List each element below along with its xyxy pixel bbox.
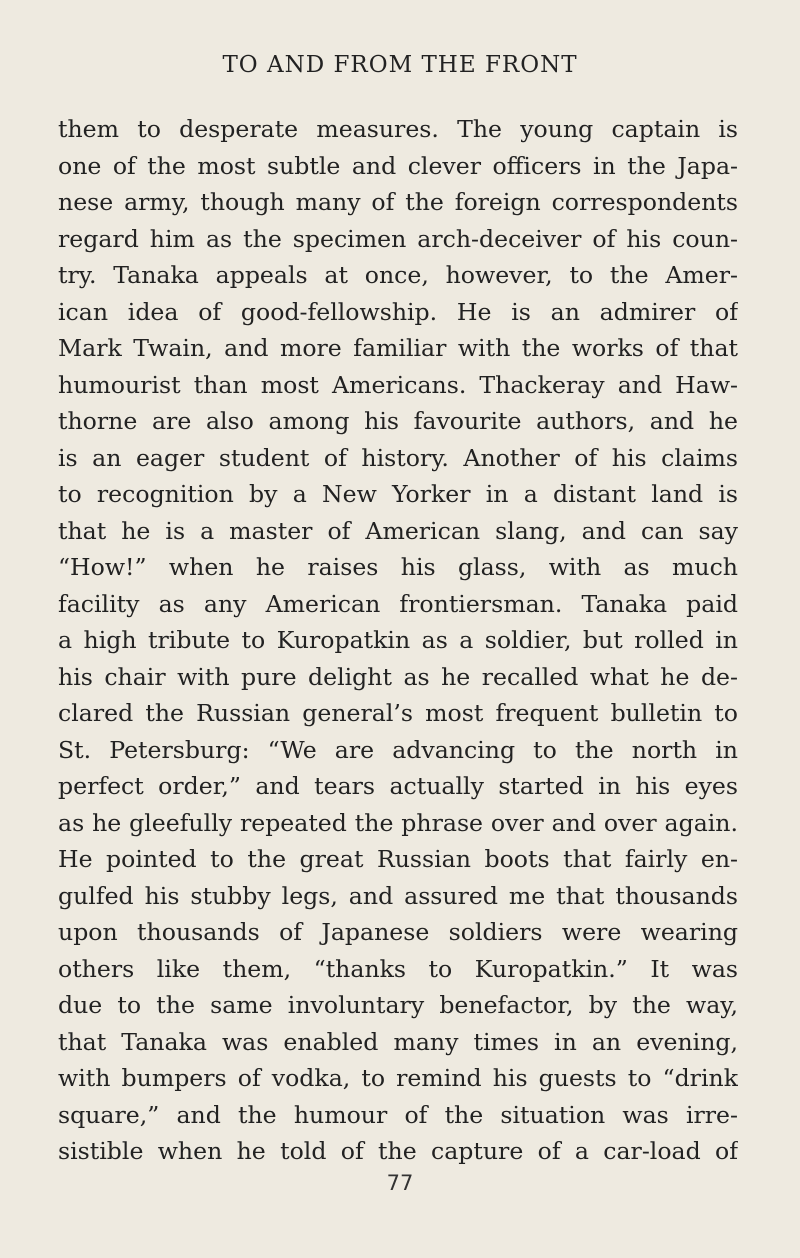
text-line: clared the Russian general’s most frequent bulletin to — [58, 699, 738, 727]
text-line: is an eager student of history. Another of his claims — [58, 443, 738, 472]
text-line: regard him as the specimen arch-deceiver of his coun- — [58, 224, 738, 253]
text-line: upon thousands of Japanese soldiers were wearing — [58, 918, 738, 946]
text-line: that Tanaka was enabled many times in an evening, — [58, 1027, 738, 1056]
body-text — [58, 111, 738, 1170]
text-line: thorne are also among his favourite authors, and he — [58, 407, 738, 435]
text-line: sistible when he told of the capture of a car-load of — [58, 1137, 738, 1165]
text-line: “How!” when he raises his glass, with as much — [58, 553, 738, 581]
running-head: TO AND FROM THE FRONT — [222, 52, 578, 78]
text-line: He pointed to the great Russian boots that fairly en- — [58, 845, 738, 873]
text-line: square,” and the humour of the situation was irre- — [58, 1100, 738, 1129]
text-line: one of the most subtle and clever officers in the Japa- — [58, 151, 738, 180]
text-line: Mark Twain, and more familiar with the works of that — [58, 334, 738, 362]
text-line: his chair with pure delight as he recalled what he de- — [58, 662, 738, 691]
text-line: ican idea of good-fellowship. He is an admirer of — [58, 297, 738, 326]
text-line: to recognition by a New Yorker in a distant land is — [58, 480, 738, 508]
text-line: St. Petersburg: “We are advancing to the north in — [58, 735, 738, 764]
text-line: due to the same involuntary benefactor, by the way, — [58, 991, 738, 1019]
text-line: others like them, “thanks to Kuropatkin.” It was — [58, 954, 738, 983]
text-line: try. Tanaka appeals at once, however, to the Amer- — [58, 261, 738, 289]
text-line: perfect order,” and tears actually started in his eyes — [58, 772, 738, 800]
text-line: humourist than most Americans. Thackeray and Haw- — [58, 370, 738, 399]
text-line: nese army, though many of the foreign correspondents — [58, 188, 738, 216]
text-line: them to desperate measures. The young captain is — [58, 115, 738, 143]
text-line: as he gleefully repeated the phrase over and over again. — [58, 808, 738, 837]
text-line: a high tribute to Kuropatkin as a soldier, but rolled in — [58, 626, 738, 654]
text-line: facility as any American frontiersman. Tanaka paid — [58, 589, 738, 618]
text-line: gulfed his stubby legs, and assured me that thousands — [58, 881, 738, 910]
text-line: with bumpers of vodka, to remind his guests to “drink — [58, 1064, 738, 1092]
text-line: that he is a master of American slang, and can say — [58, 516, 738, 545]
page-number: 77 — [386, 1171, 414, 1195]
